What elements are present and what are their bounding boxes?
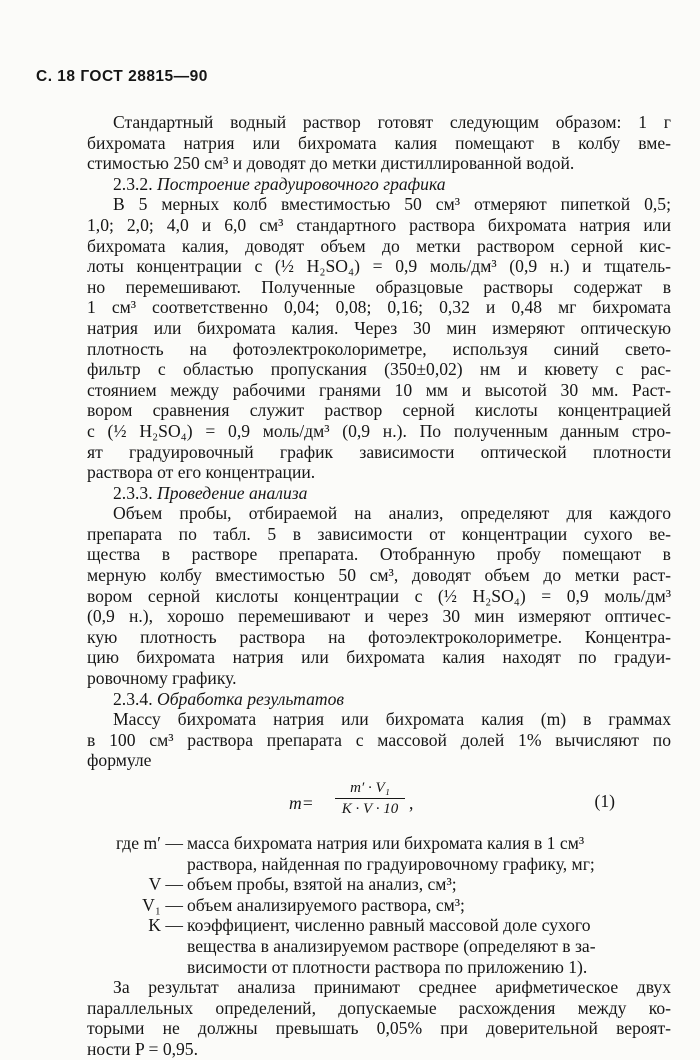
definition-text: объем пробы, взятой на анализ, см³; bbox=[187, 874, 457, 895]
paragraph-standard-solution bbox=[87, 112, 671, 174]
text-line: вором серной кислоты концентрации c (½ H₂SO₄) = 0,9 моль/дм³ bbox=[87, 585, 671, 606]
text-line: стимостью 250 см³ и доводят до метки дистиллированной водой. bbox=[87, 153, 575, 174]
definition-m-prime bbox=[77, 833, 671, 854]
text-line: щества в растворе препарата. Отобранную пробу помещают в bbox=[87, 544, 671, 565]
section-title: Построение градуировочного графика bbox=[157, 173, 446, 194]
text-line: в 100 см³ раствора препарата с массовой долей 1% вычисляют по bbox=[87, 729, 671, 750]
definition-text: масса бихромата натрия или бихромата калия в 1 см³ bbox=[187, 833, 585, 853]
fraction-bar bbox=[335, 798, 405, 799]
text-line: В 5 мерных колб вместимостью 50 см³ отмеряют пипеткой 0,5; bbox=[113, 194, 671, 215]
text-line: Стандартный водный раствор готовят следующим образом: 1 г bbox=[113, 112, 671, 132]
text-line: 1 см³ соответственно 0,04; 0,08; 0,16; 0,32 и 0,48 мг бихромата bbox=[87, 297, 671, 318]
text-line: кую плотность раствора на фотоэлектроколориметре. Концентра- bbox=[87, 626, 671, 647]
text-line: ят градуировочный график зависимости оптической плотности bbox=[87, 441, 671, 462]
formula-numerator: m′ · V₁ bbox=[350, 780, 390, 796]
text-line: бихромата калия, доводят объем до метки раствором серной кис- bbox=[87, 235, 671, 256]
text-line: плотность на фотоэлектроколориметре, используя синий свето- bbox=[87, 338, 671, 359]
definition-label: где m′ — bbox=[115, 833, 183, 853]
paragraph-conclusion bbox=[87, 977, 671, 1059]
text-line: c (½ H₂SO₄) = 0,9 моль/дм³ (0,9 н.). По полученным данным стро- bbox=[87, 420, 671, 441]
text-line: Массу бихромата натрия или бихромата калия (m) в граммах bbox=[113, 709, 671, 730]
page-body bbox=[87, 112, 671, 1060]
text-line: мерную колбу вместимостью 50 см³, доводят объем до метки раст- bbox=[87, 565, 671, 586]
formula-number: (1) bbox=[594, 791, 615, 811]
formula-1 bbox=[87, 771, 671, 833]
section-number: 2.3.4. bbox=[113, 688, 153, 709]
text-line: цию бихромата натрия или бихромата калия находят по градуи- bbox=[87, 647, 671, 668]
text-line: лоты концентрации c (½ H₂SO₄) = 0,9 моль/дм³ (0,9 н.) и тщатель- bbox=[87, 256, 671, 277]
paragraph-results bbox=[87, 709, 671, 771]
page-header: С. 18 ГОСТ 28815—90 bbox=[36, 68, 208, 85]
text-line: ровочному графику. bbox=[87, 668, 237, 689]
section-2-3-3-title bbox=[87, 483, 671, 504]
text-line: стоянием между рабочими гранями 10 мм и высотой 30 мм. Раст- bbox=[87, 379, 671, 400]
text-line: но перемешивают. Полученные образцовые растворы содержат в bbox=[87, 276, 671, 297]
section-title: Обработка результатов bbox=[157, 688, 345, 709]
text-line: (0,9 н.), хорошо перемешивают и через 30 мин измеряют оптичес- bbox=[87, 606, 671, 627]
text-line: раствора от его концентрации. bbox=[87, 462, 316, 483]
definition-text: висимости от плотности раствора по приложению 1). bbox=[187, 956, 588, 977]
text-line: фильтр с областью пропускания (350±0,02) нм и кювету с рас- bbox=[87, 359, 671, 380]
text-line: бихромата натрия или бихромата калия помещают в колбу вме- bbox=[87, 132, 671, 153]
text-line: вором сравнения служит раствор серной кислоты концентрацией bbox=[87, 400, 671, 421]
section-2-3-4-title bbox=[87, 689, 671, 710]
formula-comma: , bbox=[409, 793, 414, 813]
paragraph-calibration bbox=[87, 194, 671, 482]
definition-k bbox=[77, 915, 671, 936]
text-line: препарата по табл. 5 в зависимости от концентрации сухого ве- bbox=[87, 523, 671, 544]
section-title: Проведение анализа bbox=[157, 482, 308, 503]
definition-label: V — bbox=[148, 874, 183, 895]
formula-denominator: K · V · 10 bbox=[341, 801, 399, 817]
text-line: параллельных определений, допускаемые расхождения между ко- bbox=[87, 997, 671, 1018]
section-2-3-2-title bbox=[87, 174, 671, 195]
text-line: ности P = 0,95. bbox=[87, 1038, 199, 1059]
text-line: торыми не должны превышать 0,05% при доверительной вероят- bbox=[87, 1018, 671, 1039]
paragraph-analysis bbox=[87, 503, 671, 688]
section-number: 2.3.3. bbox=[113, 482, 153, 503]
section-number: 2.3.2. bbox=[113, 173, 153, 194]
definition-text: раствора, найденная по градуировочному графику, мг; bbox=[187, 853, 595, 874]
text-line: Объем пробы, отбираемой на анализ, определяют для каждого bbox=[113, 503, 671, 524]
definition-v bbox=[77, 874, 671, 895]
definition-text: объем анализируемого раствора, см³; bbox=[187, 894, 465, 915]
text-line: формуле bbox=[87, 750, 152, 771]
definition-v1 bbox=[77, 895, 671, 916]
definition-label: V₁ — bbox=[142, 894, 183, 915]
definition-text: коэффициент, численно равный массовой доле сухого bbox=[187, 915, 591, 936]
definition-label: K — bbox=[148, 915, 183, 936]
definition-text: вещества в анализируемом растворе (определяют в за- bbox=[187, 935, 596, 956]
text-line: натрия или бихромата калия. Через 30 мин измеряют оптическую bbox=[87, 317, 671, 338]
variable-definitions bbox=[77, 833, 671, 977]
formula-lhs: m= bbox=[289, 793, 314, 813]
text-line: За результат анализа принимают среднее арифметическое двух bbox=[113, 977, 671, 998]
text-line: 1,0; 2,0; 4,0 и 6,0 см³ стандартного раствора бихромата натрия или bbox=[87, 214, 671, 235]
formula-fraction bbox=[335, 779, 405, 818]
